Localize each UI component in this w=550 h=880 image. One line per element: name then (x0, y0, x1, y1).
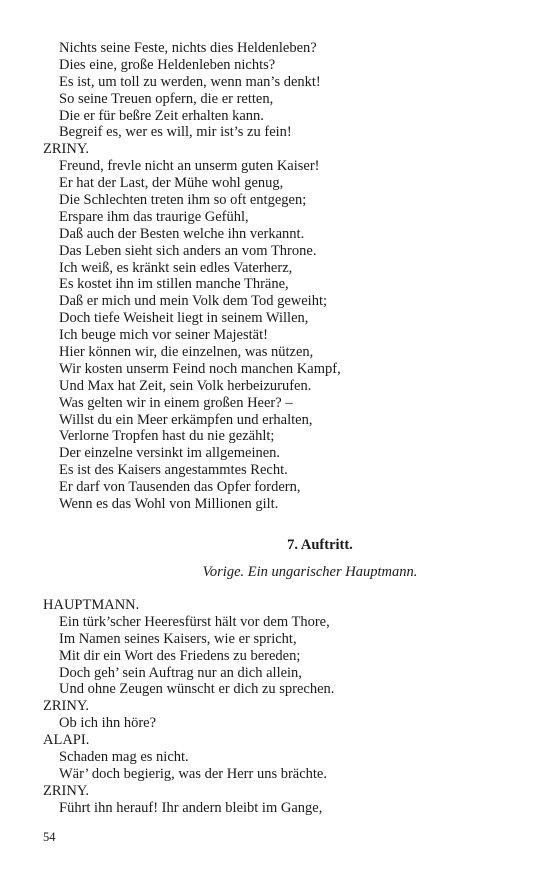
verse-line: Schaden mag es nicht. (59, 749, 189, 766)
verse-line: Ein türk’scher Heeresfürst hält vor dem Thore, (59, 613, 330, 630)
verse-line: Die Schlechten treten ihm so oft entgegen; (59, 192, 307, 209)
verse-line: Ich beuge mich vor seiner Majestät! (59, 327, 268, 344)
verse-line: Es kostet ihn im stillen manche Thräne, (59, 276, 289, 293)
verse-line: Ob ich ihn höre? (59, 715, 157, 732)
verse-line: Doch tiefe Weisheit liegt in seinem Willen, (59, 310, 309, 327)
verse-line: Und Max hat Zeit, sein Volk herbeizurufen. (59, 377, 312, 394)
verse-block-2 (0, 597, 550, 817)
verse-line: Wenn es das Wohl von Millionen gilt. (59, 496, 279, 513)
verse-line: Wir kosten unserm Feind noch manchen Kampf, (59, 360, 341, 377)
verse-line: Führt ihn herauf! Ihr andern bleibt im Gange, (59, 799, 323, 816)
stage-direction: Vorige. Ein ungarischer Hauptmann. (202, 564, 418, 580)
scene-heading: 7. Auftritt. (287, 537, 353, 553)
verse-line: Freund, frevle nicht an unserm guten Kaiser! (59, 158, 320, 175)
verse-line: Die er für beßre Zeit erhalten kann. (59, 107, 264, 124)
verse-line: Wär’ doch begierig, was der Herr uns brächte. (59, 765, 327, 782)
verse-line: Dies eine, große Heldenleben nichts? (59, 56, 276, 73)
verse-line: Erspare ihm das traurige Gefühl, (59, 208, 249, 225)
verse-line: Was gelten wir in einem großen Heer? – (59, 394, 293, 411)
verse-line: Doch geh’ sein Auftrag nur an dich allein, (59, 664, 302, 681)
verse-line: Begreif es, wer es will, mir ist’s zu fein! (59, 124, 292, 141)
verse-line: Der einzelne versinkt im allgemeinen. (59, 445, 281, 462)
verse-block-1 (0, 40, 550, 513)
speaker-name: ZRINY. (43, 782, 90, 799)
speaker-name: ALAPI. (43, 732, 90, 749)
verse-line: Er hat der Last, der Mühe wohl genug, (59, 175, 284, 192)
speaker-name: HAUPTMANN. (43, 597, 140, 613)
verse-line: Es ist des Kaisers angestammtes Recht. (59, 462, 288, 479)
verse-line: Willst du ein Meer erkämpfen und erhalten, (59, 411, 313, 428)
verse-line: Ich weiß, es kränkt sein edles Vaterherz, (59, 259, 293, 276)
verse-line: Daß er mich und mein Volk dem Tod geweiht; (59, 293, 328, 310)
verse-line: Das Leben sieht sich anders an vom Throne. (59, 242, 317, 259)
verse-line: Im Namen seines Kaisers, wie er spricht, (59, 630, 297, 647)
speaker-name: ZRINY. (43, 698, 90, 715)
verse-line: Verlorne Tropfen hast du nie gezählt; (59, 428, 275, 445)
verse-line: So seine Treuen opfern, die er retten, (59, 90, 274, 107)
verse-line: Und ohne Zeugen wünscht er dich zu sprechen. (59, 681, 335, 698)
verse-line: Es ist, um toll zu werden, wenn man’s denkt! (59, 73, 321, 90)
verse-line: Nichts seine Feste, nichts dies Heldenleben? (59, 40, 317, 56)
verse-line: Er darf von Tausenden das Opfer fordern, (59, 479, 301, 496)
verse-line: Mit dir ein Wort des Friedens zu bereden; (59, 647, 301, 664)
page-number: 54 (43, 830, 56, 844)
speaker-name: ZRINY. (43, 141, 90, 158)
verse-line: Daß auch der Besten welche ihn verkannt. (59, 225, 305, 242)
verse-line: Hier können wir, die einzelnen, was nützen, (59, 344, 314, 361)
